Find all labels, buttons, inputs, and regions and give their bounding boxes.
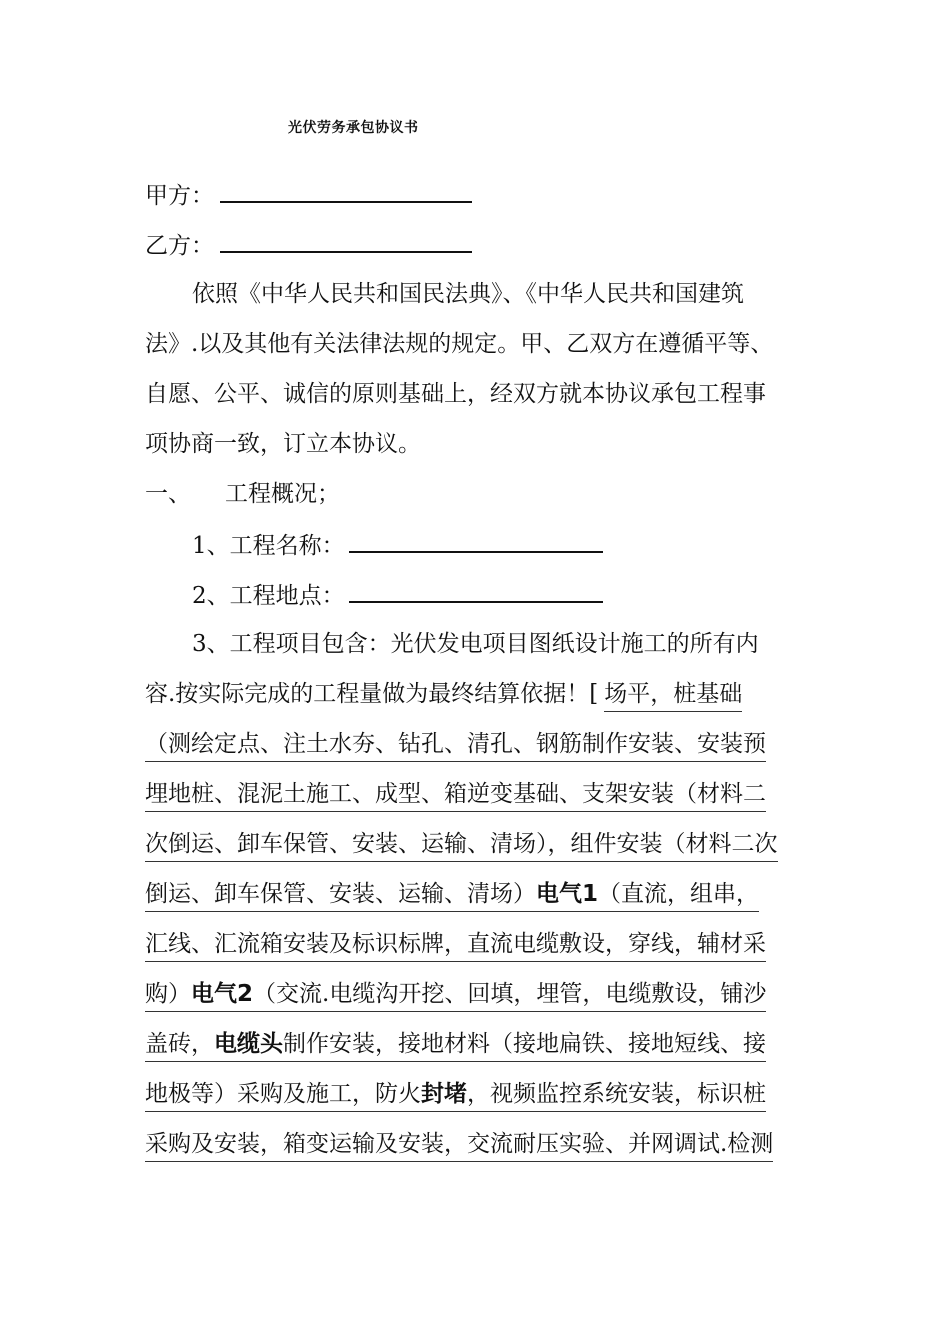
item-3-line-11-text: 采购及安装，箱变运输及安装，交流耐压实验、并网调试.检测	[145, 1133, 773, 1162]
project-location-blank	[349, 583, 603, 603]
item-3-line-5-text: 次倒运、卸车保管、安装、运输、清场），组件安装（材料二次	[145, 833, 778, 862]
item-1-label: 1、工程名称：	[192, 533, 345, 559]
party-a-blank	[220, 183, 472, 203]
item-3-line-6-text	[145, 883, 759, 912]
item-3-line-4	[145, 783, 766, 812]
intro-line-3: 自愿、公平、诚信的原则基础上，经双方就本协议承包工程事	[145, 381, 766, 407]
party-b-blank	[220, 233, 472, 253]
line-8-part-a: 购）	[145, 981, 191, 1007]
line-10-part-c: ，视频监控系统安装，标识桩	[467, 1081, 766, 1107]
line-8-part-c: （交流.电缆沟开挖、回填，埋管，电缆敷设，铺沙	[253, 981, 767, 1007]
item-3-line-10-text	[145, 1083, 766, 1112]
item-3-line-8	[145, 983, 766, 1012]
item-3-line-3	[145, 733, 766, 762]
item-2-label: 2、工程地点：	[192, 583, 345, 609]
item-3-line-1: 3、工程项目包含：光伏发电项目图纸设计施工的所有内	[192, 631, 759, 657]
item-2-line	[192, 583, 603, 608]
line-10-part-a: 地极等）采购及施工，防火	[145, 1081, 421, 1107]
party-b-line	[145, 233, 472, 258]
intro-line-1: 依照《中华人民共和国民法典》、《中华人民共和国建筑	[192, 281, 744, 307]
intro-line-2: 法》.以及其他有关法律法规的规定。甲、乙双方在遵循平等、	[145, 331, 774, 357]
line-9-part-a: 盖砖，	[145, 1031, 214, 1057]
document-title: 光伏劳务承包协议书	[288, 120, 419, 136]
item-1-line	[192, 533, 603, 558]
section-number: 一、	[145, 481, 191, 507]
section-1-heading	[145, 483, 340, 506]
party-b-label: 乙方：	[145, 233, 214, 259]
electrical-2-bold: 电气2	[191, 981, 254, 1007]
intro-line-4: 项协商一致，订立本协议。	[145, 431, 421, 457]
item-3-line-11	[145, 1133, 773, 1162]
item-3-line-10	[145, 1083, 766, 1112]
item-3-line-3-text: （测绘定点、注土水夯、钻孔、清孔、钢筋制作安装、安装预	[145, 733, 766, 762]
item-3-line-2	[145, 683, 742, 712]
party-a-label: 甲方：	[145, 183, 214, 209]
item-3-line-8-text	[145, 983, 766, 1012]
item-3-line-7-text: 汇线、汇流箱安装及标识标牌，直流电缆敷设，穿线，辅材采	[145, 933, 766, 962]
section-title: 工程概况；	[225, 481, 340, 507]
item-3-line-2-underlined: 场平，桩基础	[604, 683, 742, 712]
party-a-line	[145, 183, 472, 208]
item-3-line-9-text	[145, 1033, 766, 1062]
electrical-1-bold: 电气1	[536, 881, 599, 907]
item-3-line-4-text: 埋地桩、混泥土施工、成型、箱逆变基础、支架安装（材料二	[145, 783, 766, 812]
line-6-part-a: 倒运、卸车保管、安装、运输、清场）	[145, 881, 536, 907]
firestop-bold: 封堵	[421, 1081, 467, 1107]
item-3-line-6	[145, 883, 759, 912]
item-3-line-2-text: 容.按实际完成的工程量做为最终结算依据！[	[145, 681, 599, 707]
item-3-line-7	[145, 933, 766, 962]
cable-head-bold: 电缆头	[214, 1031, 283, 1057]
line-9-part-c: 制作安装，接地材料（接地扁铁、接地短线、接	[283, 1031, 766, 1057]
item-3-line-5	[145, 833, 778, 862]
line-6-part-c: （直流，组串，	[598, 881, 760, 907]
project-name-blank	[349, 533, 603, 553]
item-3-line-9	[145, 1033, 766, 1062]
